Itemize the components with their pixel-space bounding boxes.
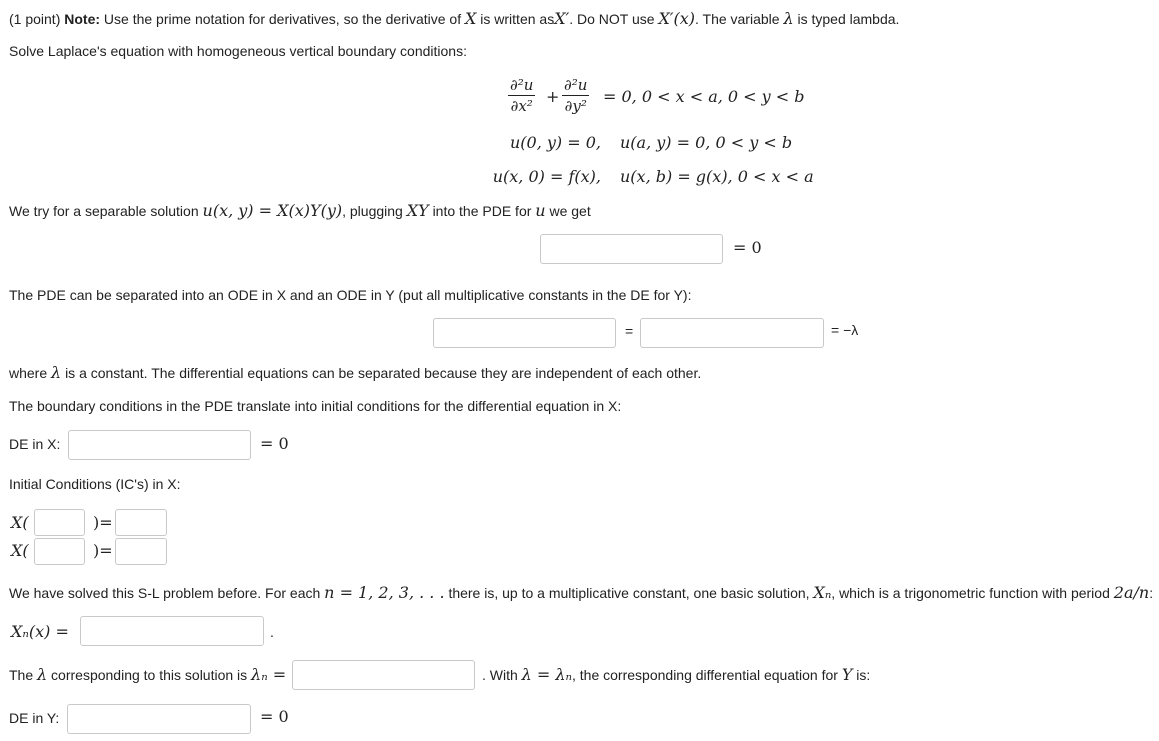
ode-y-ratio-input[interactable] <box>640 318 824 348</box>
sl-n-values: n = 1, 2, 3, . . . <box>324 583 445 602</box>
lambda-sentence-part2 <box>482 665 870 684</box>
xn-label: Xₙ(x) = <box>11 622 69 641</box>
note-x-prime-x: X′(x) <box>658 9 695 28</box>
separation-neg-lambda: = −λ <box>831 322 859 338</box>
lambda-y: Y <box>841 665 853 684</box>
separable-text-4: we get <box>549 203 591 219</box>
lambda-n-input[interactable] <box>292 660 475 690</box>
lambda-text-1: The <box>9 667 34 683</box>
bc1-left: u(0, y) = 0, <box>509 133 601 152</box>
fraction-d2u-dy2 <box>562 76 589 115</box>
pde-substitution-input[interactable] <box>540 234 723 264</box>
constant-text: is a constant. The differential equations can be separated because they are independent of each other. <box>65 365 702 381</box>
ic1-close-eq: )= <box>93 513 113 532</box>
lambda-text-5: is: <box>856 667 871 683</box>
fraction-d2u-dx2 <box>508 76 535 115</box>
ic1-value-input[interactable] <box>115 509 167 536</box>
lambda-sentence-part1 <box>9 665 286 684</box>
sl-text-3: , which is a trigonometric function with period <box>831 585 1110 601</box>
lambda-text-3: . With <box>482 667 518 683</box>
note-text-5: is typed lambda. <box>797 11 900 27</box>
ic2-close-eq: )= <box>93 541 113 560</box>
pde-eq-zero: = 0 <box>733 238 762 257</box>
sl-sentence <box>9 583 1153 602</box>
fraction-denominator: ∂x² <box>510 97 533 115</box>
lambda-text-4: , the corresponding differential equation for <box>572 667 838 683</box>
note-var-x: X <box>465 9 477 28</box>
sl-text-2: there is, up to a multiplicative constant, one basic solution, <box>448 585 810 601</box>
intro-text: Solve Laplace's equation with homogeneous vertical boundary conditions: <box>9 43 467 59</box>
de-x-label: DE in X: <box>9 436 61 452</box>
de-y-eq-zero: = 0 <box>260 707 289 726</box>
ic1-point-input[interactable] <box>34 509 85 536</box>
xn-input[interactable] <box>80 616 264 646</box>
lambda-eq: λ = λₙ <box>521 665 573 684</box>
ic2-value-input[interactable] <box>115 538 167 565</box>
note-text-3: . Do NOT use <box>569 11 655 27</box>
constant-where: where <box>9 365 48 381</box>
ic2-point-input[interactable] <box>34 538 85 565</box>
de-y-input[interactable] <box>67 704 251 734</box>
separable-text-3: into the PDE for <box>432 203 532 219</box>
ic-label: Initial Conditions (IC's) in X: <box>9 476 181 492</box>
note-label: Note: <box>64 11 101 27</box>
separable-text-2: , plugging <box>342 203 403 219</box>
ode-x-ratio-input[interactable] <box>433 318 616 348</box>
lambda-text-2: corresponding to this solution is <box>51 667 248 683</box>
lambda-n-label: λₙ = <box>251 665 287 684</box>
boundary-text: The boundary conditions in the PDE translate into initial conditions for the differential equation in X: <box>9 398 622 414</box>
points-label: (1 point) <box>9 11 61 27</box>
header-note <box>9 9 899 28</box>
sl-xn: Xₙ <box>813 583 832 602</box>
note-text-2: is written as <box>480 11 555 27</box>
bc2-left: u(x, 0) = f(x), <box>492 167 601 186</box>
bc1-right: u(a, y) = 0, 0 < y < b <box>620 133 793 152</box>
note-lambda: λ <box>783 9 794 28</box>
note-text-1: Use the prime notation for derivatives, so the derivative of <box>103 11 462 27</box>
separable-text-1: We try for a separable solution <box>9 203 199 219</box>
sl-colon: : <box>1149 585 1154 601</box>
plus-sign: + <box>546 87 560 106</box>
lambda-symbol: λ <box>37 665 48 684</box>
sl-text-1: We have solved this S-L problem before. For each <box>9 585 321 601</box>
separation-text: The PDE can be separated into an ODE in X and an ODE in Y (put all multiplicative constants in the DE for Y): <box>9 287 692 303</box>
laplace-rhs: = 0, 0 < x < a, 0 < y < b <box>603 87 805 106</box>
fraction-numerator: ∂²u <box>564 76 588 94</box>
ic1-x-open: X( <box>11 513 29 532</box>
xn-period: . <box>270 624 274 640</box>
sl-period: 2a/n <box>1113 583 1150 602</box>
separable-formula: u(x, y) = X(x)Y(y) <box>202 201 343 220</box>
bc2-right: u(x, b) = g(x), 0 < x < a <box>620 167 814 186</box>
constant-sentence <box>9 363 701 382</box>
note-x-prime: X′ <box>554 9 570 28</box>
de-y-label: DE in Y: <box>9 710 60 726</box>
separation-equals: = <box>625 323 634 339</box>
separable-u: u <box>535 201 546 220</box>
separable-sentence <box>9 201 591 220</box>
fraction-denominator: ∂y² <box>564 97 587 115</box>
separable-xy: XY <box>406 201 429 220</box>
de-x-input[interactable] <box>68 430 251 460</box>
ic2-x-open: X( <box>11 541 29 560</box>
note-text-4: . The variable <box>694 11 780 27</box>
de-x-eq-zero: = 0 <box>260 434 289 453</box>
constant-lambda: λ <box>51 363 62 382</box>
fraction-numerator: ∂²u <box>510 76 534 94</box>
